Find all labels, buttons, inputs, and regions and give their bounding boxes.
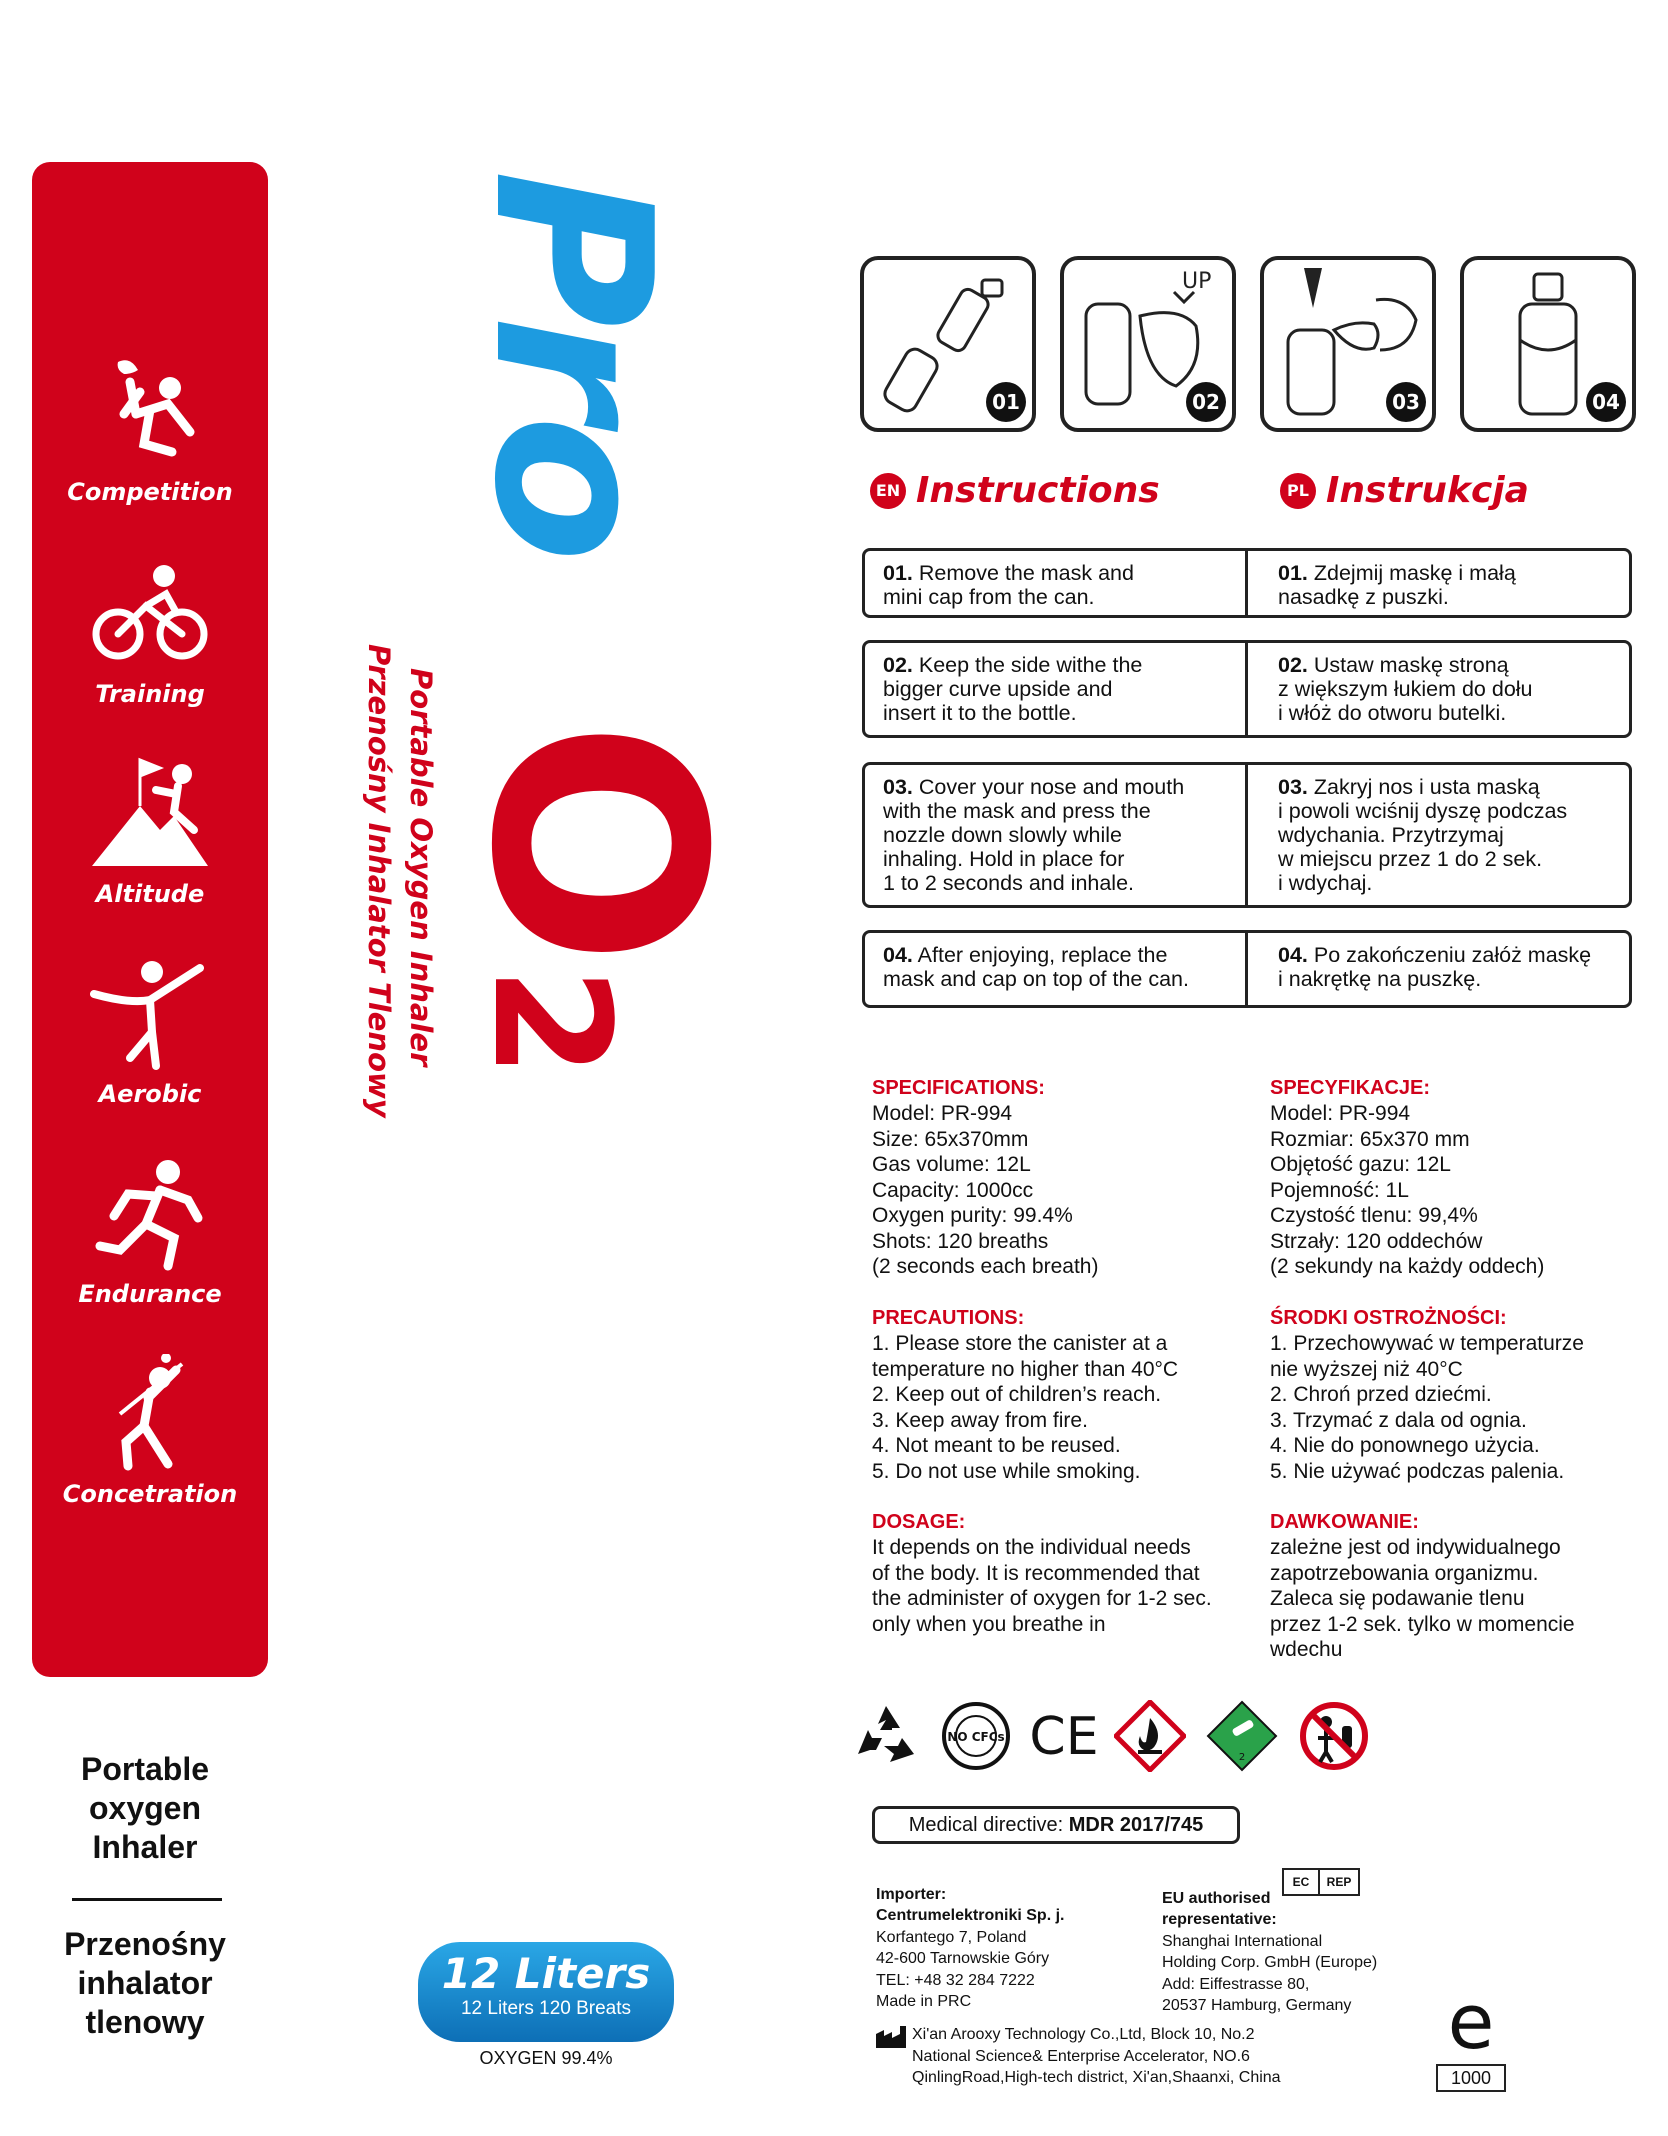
up-label: UP [1182,269,1212,294]
step-index: 02. [1278,653,1308,677]
step-index: 01. [1278,561,1308,585]
dosage-pl [1270,1484,1650,1663]
brand-o2-letter: O [427,720,764,967]
runner-icon [90,1154,210,1274]
importer-block [876,1862,1136,2034]
directive-value: MDR 2017/745 [1068,1814,1204,1836]
instruction-row [862,762,1632,908]
instruction-text: Zdejmij maskę i małą nasadkę z puszki. [1278,561,1516,609]
sport-label: Aerobic [98,1080,202,1108]
instructions-title-en: Instructions [916,470,1160,511]
section-heading: ŚRODKI OSTROŻNOŚCI: [1270,1306,1507,1329]
sport-training [32,554,268,708]
caption-divider [72,1898,222,1901]
instruction-text: Zakryj nos i usta maską i powoli wciśnij dyszę podczas wdychania. Przytrzymaj w miejscu przez 1 do 2 sek. i wdychaj. [1278,775,1568,895]
step-4-pictogram [1460,256,1636,432]
brand-o2 [427,720,764,1078]
sport-competition [32,352,268,506]
heading-en [870,470,1160,511]
step-index: 04. [1278,943,1308,967]
instruction-pl [1245,765,1629,905]
no-cfc-label: NO CFCs [947,1730,1005,1744]
lang-badge-en: EN [870,473,906,509]
step-number: 03 [1386,382,1426,422]
step-index: 04. [883,943,913,967]
section-body: Model: PR-994 Size: 65x370mm Gas volume: 12L Capacity: 1000cc Oxygen purity: 99.4% Shots: 120 breaths (2 seconds each breath) [872,1102,1099,1278]
instruction-pl [1245,933,1629,1005]
step-number: 04 [1586,382,1626,422]
sport-label: Competition [67,478,233,506]
section-heading: SPECYFIKACJE: [1270,1076,1431,1099]
mountain-climber-icon [90,754,210,874]
caption-pl: Przenośny inhalator tlenowy [64,1926,226,2040]
sport-aerobic [32,954,268,1108]
step-number: 02 [1186,382,1226,422]
instruction-pl [1245,643,1629,735]
section-body: It depends on the individual needs of the body. It is recommended that the administer of oxygen for 1-2 sec. only when you breathe in [872,1536,1212,1636]
section-body: zależne jest od indywidualnego zapotrzebowania organizmu. Zaleca się podawanie tlenu przez 1-2 sek. tylko w momencie wdechu [1270,1536,1575,1661]
step-index: 03. [1278,775,1308,799]
instruction-en [865,933,1245,1005]
step-2-pictogram [1060,256,1236,432]
directive-label: Medical directive: [908,1814,1069,1836]
instruction-text: Po zakończeniu załóż maskę i nakrętkę na puszkę. [1278,943,1592,991]
instruction-text: Remove the mask and mini cap from the can. [883,561,1134,609]
section-heading: DOSAGE: [872,1510,966,1533]
step-index: 02. [883,653,913,677]
manufacturer-icon [876,2026,906,2048]
instructions-title-pl: Instrukcja [1326,470,1529,511]
tagline-pl: Przenośny Inhalator Tlenowy [362,644,396,1118]
gas-class-number: 2 [1238,1752,1246,1763]
instruction-text: Keep the side withe the bigger curve upside and insert it to the bottle. [883,653,1143,725]
capacity-breaths: 12 Liters 120 Breats [460,1998,632,2019]
gas-cylinder-icon [1206,1700,1278,1772]
flammable-icon [1114,1700,1186,1772]
medical-directive [872,1806,1240,1844]
instruction-text: Ustaw maskę stroną z większym łukiem do dołu i włóż do otworu butelki. [1278,653,1533,725]
instruction-en [865,765,1245,905]
importer-address: Korfantego 7, Poland 42-600 Tarnowskie Góry TEL: +48 32 284 7222 Made in PRC [876,1928,1050,2010]
sport-label: Endurance [78,1280,222,1308]
step-index: 01. [883,561,913,585]
recycle-icon [850,1700,922,1772]
ec-label: EC [1282,1868,1320,1896]
tagline-en: Portable Oxygen Inhaler [404,668,438,1067]
capacity-badge [418,1942,674,2042]
section-body: Model: PR-994 Rozmiar: 65x370 mm Objętość gazu: 12L Pojemność: 1L Czystość tlenu: 99,4% Strzały: 120 oddechów (2 sekundy na każdy oddech) [1270,1102,1545,1278]
rep-label: REP [1318,1868,1360,1896]
section-body: 1. Przechowywać w temperaturze nie wyższej niż 40°C 2. Chroń przed dziećmi. 3. Trzymać z dala od ognia. 4. Nie do ponownego użycia. 5. Nie używać podczas palenia. [1270,1332,1584,1483]
ce-mark-icon [1028,1700,1100,1772]
brand-pro: Pro [447,170,698,557]
section-heading: PRECAUTIONS: [872,1306,1025,1329]
precautions-en [872,1280,1272,1484]
instruction-text: Cover your nose and mouth with the mask and press the nozzle down slowly while inhaling. Hold in place for 1 to 2 seconds and inhale. [883,775,1185,895]
e-mark-icon [1436,1988,1506,2058]
e-mark-number: 1000 [1436,2064,1506,2092]
capacity-liters: 12 Liters [441,1949,651,1998]
e-mark-letter: e [1447,1988,1495,2058]
lang-badge-pl: PL [1280,473,1316,509]
golfer-icon [90,1354,210,1474]
instruction-row [862,930,1632,1008]
sport-altitude [32,754,268,908]
importer-heading: Importer: Centrumelektroniki Sp. j. [876,1885,1065,1924]
instruction-text: After enjoying, replace the mask and cap on top of the can. [883,943,1189,991]
step-3-pictogram [1260,256,1436,432]
sport-label: Concetration [62,1480,238,1508]
section-body: 1. Please store the canister at a temperature no higher than 40°C 2. Keep out of children’s reach. 3. Keep away from fire. 4. Not meant to be reused. 5. Do not use while smoking. [872,1332,1179,1483]
section-heading: SPECIFICATIONS: [872,1076,1045,1099]
instruction-en [865,643,1245,735]
oxygen-purity: OXYGEN 99.4% [479,2048,613,2068]
cyclist-icon [90,554,210,674]
caption-en: Portable oxygen Inhaler [80,1751,210,1865]
instruction-row [862,548,1632,618]
dosage-en [872,1484,1272,1637]
no-smoking-icon [1298,1700,1370,1772]
precautions-pl [1270,1280,1650,1484]
sport-label: Altitude [95,880,205,908]
step-number: 01 [986,382,1026,422]
specifications-pl [1270,1050,1650,1280]
instruction-row [862,640,1632,738]
step-1-pictogram [860,256,1036,432]
ce-label: CE [1029,1707,1099,1767]
eu-rep-heading: EU authorised representative: [1162,1889,1277,1928]
brand-o2-subscript: 2 [458,966,645,1078]
heading-pl [1280,470,1529,511]
specifications-en [872,1050,1272,1280]
section-heading: DAWKOWANIE: [1270,1510,1419,1533]
no-cfc-icon [940,1700,1012,1772]
torch-runner-icon [90,352,210,472]
step-index: 03. [883,775,913,799]
instruction-en [865,551,1245,615]
instruction-pl [1245,551,1629,615]
sport-label: Training [95,680,205,708]
gymnast-icon [90,954,210,1074]
manufacturer-address: Xi'an Arooxy Technology Co.,Ltd, Block 10, No.2 National Science& Enterprise Accelerator, NO.6 QinlingRoad,High-tech district, Xi'an,Shaanxi, China [912,2026,1281,2086]
sports-strip [32,162,268,1677]
sport-endurance [32,1154,268,1308]
eu-rep-address: Shanghai International Holding Corp. GmbH (Europe) Add: Eiffestrasse 80, 20537 Hamburg, Germany [1162,1932,1378,2014]
sport-concentration [32,1354,268,1508]
